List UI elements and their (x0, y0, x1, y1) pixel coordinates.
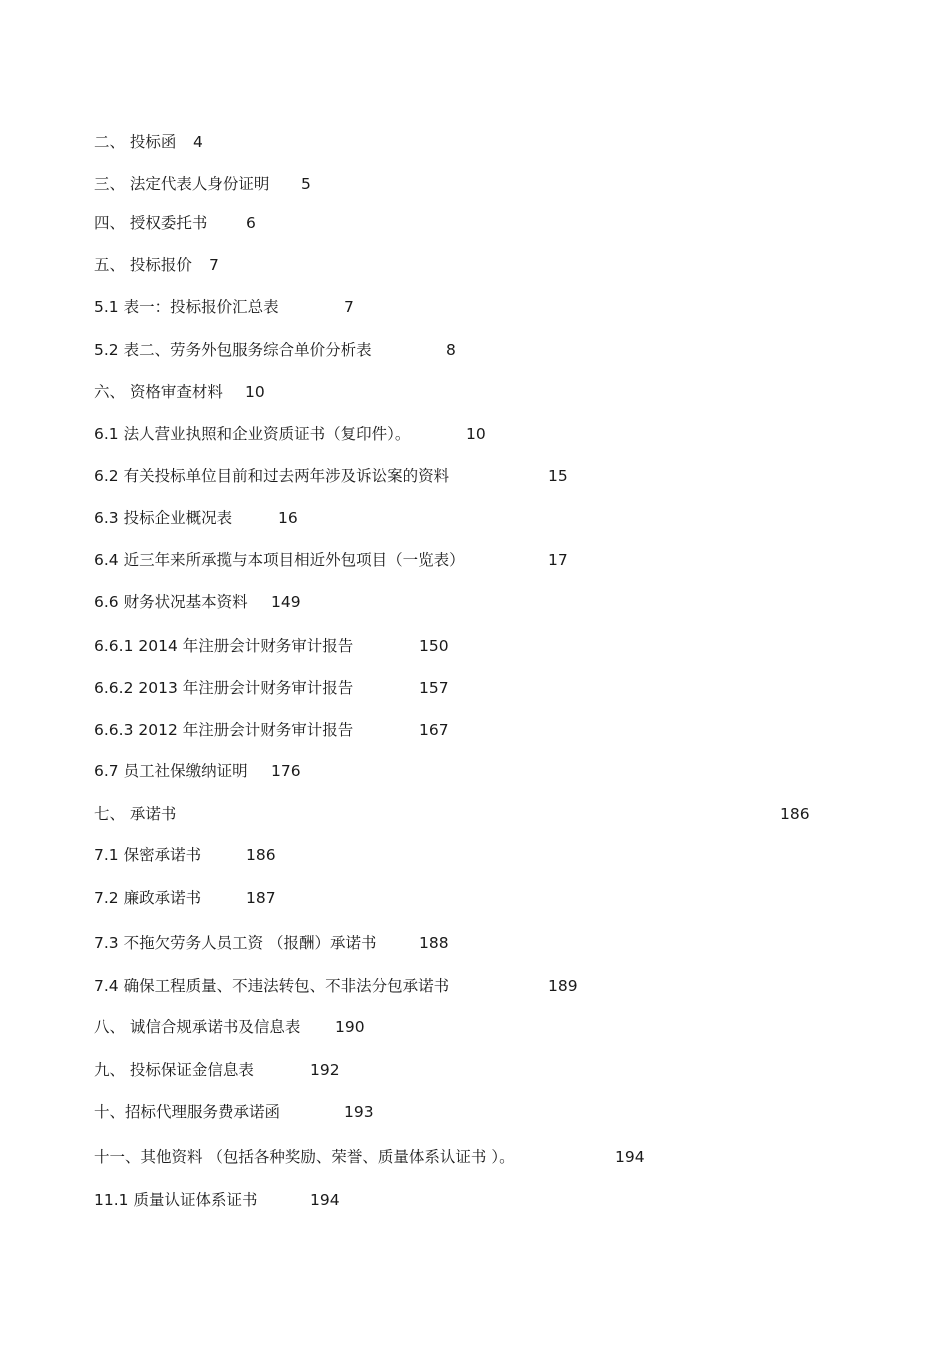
toc-entry-page: 193 (344, 1103, 374, 1121)
toc-entry-7-2[interactable] (94, 887, 276, 909)
toc-entry-2[interactable] (94, 131, 203, 153)
toc-entry-page: 190 (335, 1018, 365, 1036)
toc-entry-6-4[interactable] (94, 549, 568, 571)
toc-entry-page: 149 (271, 593, 301, 611)
toc-entry-page: 192 (310, 1061, 340, 1079)
toc-entry-8[interactable] (94, 1016, 365, 1038)
toc-entry-7-4[interactable] (94, 975, 578, 997)
toc-entry-5[interactable] (94, 254, 219, 276)
toc-entry-label: 7.2 廉政承诺书 (94, 889, 202, 907)
toc-entry-label: 6.3 投标企业概况表 (94, 509, 233, 527)
toc-entry-page: 10 (466, 425, 486, 443)
toc-entry-label: 5.2 表二、劳务外包服务综合单价分析表 (94, 341, 372, 359)
toc-entry-11[interactable] (94, 1146, 645, 1168)
toc-entry-page: 7 (209, 256, 219, 274)
toc-entry-9[interactable] (94, 1059, 340, 1081)
toc-entry-5-2[interactable] (94, 339, 456, 361)
toc-entry-page: 16 (278, 509, 298, 527)
toc-entry-label: 三、 法定代表人身份证明 (94, 175, 270, 193)
toc-entry-label: 四、 授权委托书 (94, 214, 208, 232)
toc-entry-label: 6.7 员工社保缴纳证明 (94, 762, 248, 780)
toc-entry-6-2[interactable] (94, 465, 568, 487)
toc-entry-label: 八、 诚信合规承诺书及信息表 (94, 1018, 301, 1036)
toc-entry-page: 186 (246, 846, 276, 864)
toc-entry-label: 七、 承诺书 (94, 805, 177, 823)
toc-entry-label: 十一、其他资料 （包括各种奖励、荣誉、质量体系认证书 ）。 (94, 1148, 515, 1166)
toc-entry-page: 188 (419, 934, 449, 952)
toc-entry-label: 十、招标代理服务费承诺函 (94, 1103, 281, 1121)
toc-entry-6-6-2[interactable] (94, 677, 449, 699)
toc-entry-page: 194 (310, 1191, 340, 1209)
toc-entry-page: 176 (271, 762, 301, 780)
toc-entry-page: 6 (246, 214, 256, 232)
toc-entry-label: 6.6 财务状况基本资料 (94, 593, 248, 611)
toc-entry-page: 167 (419, 721, 449, 739)
toc-entry-label: 5.1 表一：投标报价汇总表 (94, 298, 279, 316)
toc-entry-page: 17 (548, 551, 568, 569)
toc-entry-label: 6.4 近三年来所承揽与本项目相近外包项目（一览表） (94, 551, 465, 569)
toc-entry-4[interactable] (94, 212, 256, 234)
toc-entry-3[interactable] (94, 173, 311, 195)
toc-entry-page: 186 (780, 805, 810, 823)
toc-entry-10[interactable] (94, 1101, 374, 1123)
toc-entry-page: 157 (419, 679, 449, 697)
toc-entry-label: 11.1 质量认证体系证书 (94, 1191, 258, 1209)
toc-entry-6-1[interactable] (94, 423, 486, 445)
toc-entry-page: 194 (615, 1148, 645, 1166)
toc-entry-7-1[interactable] (94, 844, 276, 866)
toc-entry-page: 8 (446, 341, 456, 359)
toc-entry-11-1[interactable] (94, 1189, 340, 1211)
toc-entry-page: 5 (301, 175, 311, 193)
toc-entry-page: 7 (344, 298, 354, 316)
toc-entry-6-7[interactable] (94, 760, 301, 782)
toc-entry-6-6[interactable] (94, 591, 301, 613)
toc-entry-page: 187 (246, 889, 276, 907)
toc-entry-label: 6.6.3 2012 年注册会计财务审计报告 (94, 721, 354, 739)
toc-entry-5-1[interactable] (94, 296, 354, 318)
toc-entry-page: 15 (548, 467, 568, 485)
toc-entry-page: 4 (193, 133, 203, 151)
toc-entry-label: 6.6.1 2014 年注册会计财务审计报告 (94, 637, 354, 655)
toc-entry-6[interactable] (94, 381, 265, 403)
toc-entry-label: 7.4 确保工程质量、不违法转包、不非法分包承诺书 (94, 977, 450, 995)
toc-entry-label: 九、 投标保证金信息表 (94, 1061, 254, 1079)
toc-entry-label: 7.1 保密承诺书 (94, 846, 202, 864)
toc-entry-label: 二、 投标函 (94, 133, 177, 151)
toc-entry-page: 10 (245, 383, 265, 401)
toc-entry-page: 189 (548, 977, 578, 995)
toc-entry-6-3[interactable] (94, 507, 298, 529)
toc-entry-label: 6.2 有关投标单位目前和过去两年涉及诉讼案的资料 (94, 467, 450, 485)
toc-entry-label: 6.6.2 2013 年注册会计财务审计报告 (94, 679, 354, 697)
toc-entry-label: 7.3 不拖欠劳务人员工资 （报酬）承诺书 (94, 934, 377, 952)
toc-entry-label: 六、 资格审查材料 (94, 383, 223, 401)
toc-entry-6-6-3[interactable] (94, 719, 449, 741)
toc-entry-6-6-1[interactable] (94, 635, 449, 657)
toc-entry-label: 6.1 法人营业执照和企业资质证书（复印件）。 (94, 425, 411, 443)
toc-entry-7[interactable] (94, 803, 810, 825)
toc-entry-7-3[interactable] (94, 932, 449, 954)
toc-entry-label: 五、 投标报价 (94, 256, 192, 274)
toc-entry-page: 150 (419, 637, 449, 655)
